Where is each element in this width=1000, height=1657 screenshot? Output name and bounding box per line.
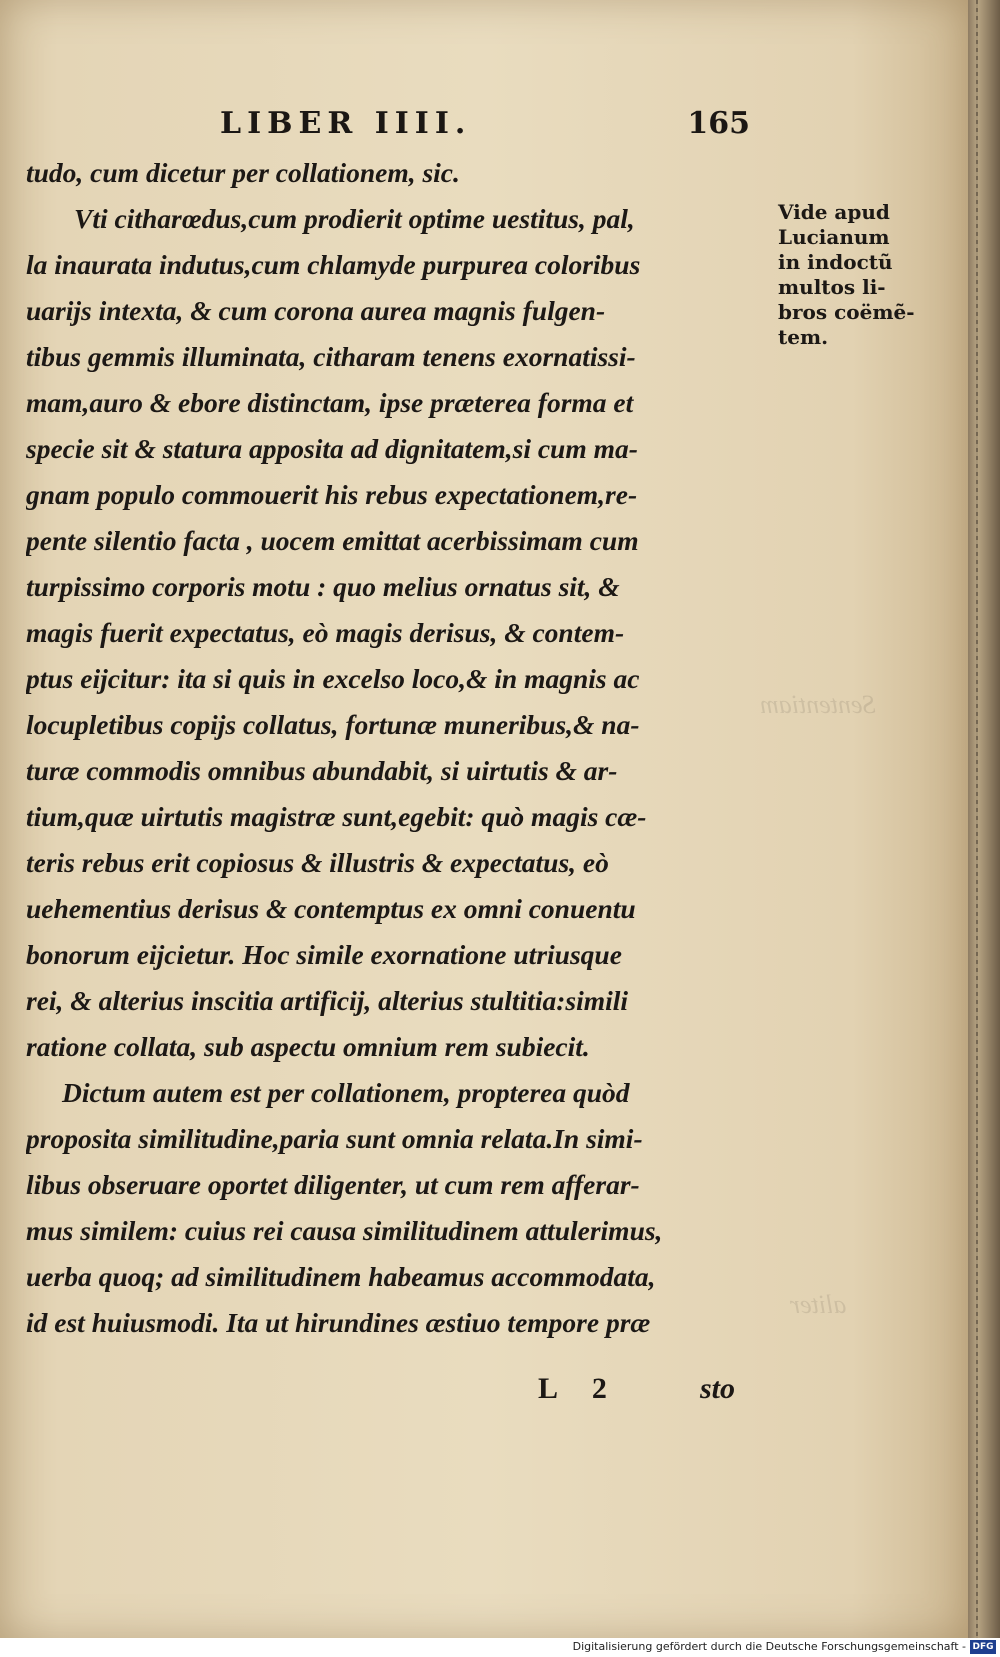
- text-line: bonorum eijcietur. Hoc simile exornatione utriusque: [26, 939, 622, 970]
- text-line: mam,auro & ebore distinctam, ipse præterea forma et: [26, 387, 634, 418]
- text-line: specie sit & statura apposita ad dignitatem,si cum ma-: [26, 433, 638, 464]
- dfg-logo-icon: DFG: [970, 1640, 996, 1654]
- body-text: [26, 150, 771, 1346]
- page-header: [60, 106, 750, 146]
- text-line: uarijs intexta, & cum corona aurea magnis fulgen-: [26, 295, 606, 326]
- text-line: teris rebus erit copiosus & illustris & expectatus, eò: [26, 847, 609, 878]
- text-line: gnam populo commouerit his rebus expectationem,re-: [26, 479, 638, 510]
- marginal-note: [778, 200, 938, 350]
- page-number: 165: [687, 106, 750, 141]
- text-line: uerba quoq; ad similitudinem habeamus accommodata,: [26, 1261, 656, 1292]
- page-footer: [60, 1372, 760, 1412]
- show-through-text: Sententiam: [760, 690, 876, 719]
- text-line: ratione collata, sub aspectu omnium rem subiecit.: [26, 1031, 590, 1062]
- text-line: pente silentio facta , uocem emittat acerbissimam cum: [26, 525, 639, 556]
- credit-bar: [0, 1638, 1000, 1657]
- text-line: libus obseruare oportet diligenter, ut cum rem afferar-: [26, 1169, 640, 1200]
- text-line: la inaurata indutus,cum chlamyde purpurea coloribus: [26, 249, 641, 280]
- running-title: LIBER IIII.: [220, 106, 472, 141]
- marginal-note-line: in indoctũ: [778, 250, 893, 274]
- text-line: turæ commodis omnibus abundabit, si uirtutis & ar-: [26, 755, 618, 786]
- marginal-note-line: bros coëmẽ-: [778, 300, 915, 324]
- text-line: turpissimo corporis motu : quo melius ornatus sit, &: [26, 571, 620, 602]
- marginal-note-line: multos li-: [778, 275, 886, 299]
- text-line: magis fuerit expectatus, eò magis derisus, & contem-: [26, 617, 625, 648]
- show-through-text: aliter: [790, 1290, 847, 1319]
- text-line: tibus gemmis illuminata, citharam tenens exornatissi-: [26, 341, 636, 372]
- text-line: uehementius derisus & contemptus ex omni conuentu: [26, 893, 636, 924]
- text-line: tium,quæ uirtutis magistræ sunt,egebit: quò magis cæ-: [26, 801, 647, 832]
- marginal-note-line: tem.: [778, 325, 829, 349]
- text-line: locupletibus copijs collatus, fortunæ muneribus,& na-: [26, 709, 640, 740]
- text-line: mus similem: cuius rei causa similitudinem attulerimus,: [26, 1215, 663, 1246]
- credit-text: Digitalisierung gefördert durch die Deutsche Forschungsgemeinschaft -: [572, 1640, 966, 1653]
- text-line: rei, & alterius inscitia artificij, alterius stultitia:simili: [26, 985, 629, 1016]
- catchword: sto: [700, 1372, 736, 1405]
- text-line: tudo, cum dicetur per collationem, sic.: [26, 157, 460, 188]
- marginal-note-line: Lucianum: [778, 225, 890, 249]
- text-line: Dictum autem est per collationem, propterea quòd: [62, 1077, 630, 1108]
- text-line: ptus eijcitur: ita si quis in excelso loco,& in magnis ac: [26, 663, 640, 694]
- text-line: proposita similitudine,paria sunt omnia relata.In simi-: [26, 1123, 643, 1154]
- text-line: id est huiusmodi. Ita ut hirundines æstiuo tempore præ: [26, 1307, 651, 1338]
- signature-mark: L 2: [538, 1372, 621, 1405]
- text-line: Vti citharœdus,cum prodierit optime uestitus, pal,: [74, 203, 635, 234]
- page-edge: [968, 0, 1000, 1638]
- marginal-note-line: Vide apud: [778, 200, 890, 224]
